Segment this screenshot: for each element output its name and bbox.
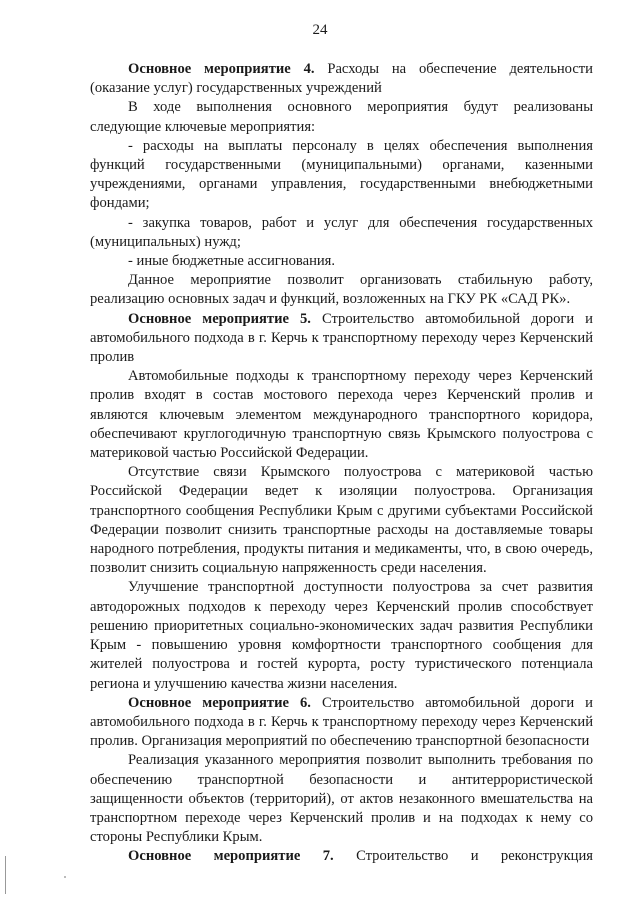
paragraph-text: Реализация указанного мероприятия позволит выполнить требования по обеспечению транспортной безопасности и антитеррористической защищенности объектов (территорий), от актов незаконного вмешательства на транспортном переходе через Керченский пролив и на подходах к нему со стороны Республики Крым. bbox=[90, 752, 593, 846]
paragraph-text: Отсутствие связи Крымского полуострова с материковой частью Российской Федерации ведет к изоляции полуострова. Организация транспортного сообщения Республики Крым с другими субъектами Российской Федерации позволит снизить транспортные расходы на доставляемые товары народного потребления, продукты питания и медикаменты, что, в свою очередь, позволит снизить социальную напряженность среди населения. bbox=[90, 464, 593, 577]
paragraph-measure-6-title bbox=[90, 694, 593, 752]
list-item bbox=[90, 252, 593, 271]
paragraph bbox=[90, 98, 593, 136]
paragraph-text: Строительство автомобильной дороги и автомобильного подхода в г. Керчь к транспортному переходу через Керченский пролив. Организация мероприятий по обеспечению транспортной безопасности bbox=[90, 694, 593, 750]
paragraph-text: В ходе выполнения основного мероприятия будут реализованы следующие ключевые мероприятия: bbox=[90, 99, 593, 135]
paragraph-text: Автомобильные подходы к транспортному переходу через Керченский пролив входят в состав мостового перехода через Керченский пролив и являются ключевым элементом международного транспортного коридора, обеспечивают круглогодичную транспортную связь Крымского полуострова с материковой частью Российской Федерации. bbox=[90, 368, 593, 462]
list-item bbox=[90, 214, 593, 252]
paragraph bbox=[90, 367, 593, 463]
paragraph bbox=[90, 463, 593, 578]
paragraph-text: - иные бюджетные ассигнования. bbox=[128, 253, 336, 270]
paragraph-text: Улучшение транспортной доступности полуострова за счет развития автодорожных подходов к переходу через Керченский пролив способствует решению приоритетных социально-экономических задач развития Республики Крым - повышению уровня комфортности транспортного сообщения для жителей полуострова и гостей курорта, росту туристического потенциала региона и улучшению качества жизни населения. bbox=[90, 579, 593, 692]
scan-margin-mark bbox=[5, 856, 6, 894]
paragraph-lead: Основное мероприятие 5. bbox=[128, 310, 311, 327]
paragraph-lead: Основное мероприятие 6. bbox=[128, 694, 311, 711]
document-body bbox=[90, 60, 593, 867]
paragraph-text: - закупка товаров, работ и услуг для обеспечения государственных (муниципальных) нужд; bbox=[90, 214, 593, 250]
paragraph bbox=[90, 751, 593, 847]
scan-dot-mark bbox=[64, 876, 66, 878]
paragraph-measure-7-title bbox=[90, 847, 593, 866]
page-number: 24 bbox=[312, 22, 328, 38]
paragraph-lead: Основное мероприятие 7. bbox=[128, 848, 334, 865]
paragraph-text: - расходы на выплаты персоналу в целях обеспечения выполнения функций государственными (муниципальными) органами, казенными учреждениями, органами управления, государственными внебюджетными фондами; bbox=[90, 137, 593, 212]
paragraph-measure-5-title bbox=[90, 310, 593, 368]
paragraph-text: Строительство автомобильной дороги и автомобильного подхода в г. Керчь к транспортному переходу через Керченский пролив bbox=[90, 310, 593, 366]
paragraph-lead: Основное мероприятие 4. bbox=[128, 61, 315, 77]
paragraph-text: Расходы на обеспечение деятельности (оказание услуг) государственных учреждений bbox=[90, 61, 593, 97]
paragraph-text: Данное мероприятие позволит организовать стабильную работу, реализацию основных задач и функций, возложенных на ГКУ РК «САД РК». bbox=[90, 272, 593, 308]
paragraph-text: Строительство и реконструкция bbox=[333, 848, 593, 865]
paragraph bbox=[90, 271, 593, 309]
list-item bbox=[90, 137, 593, 214]
paragraph-measure-4-title bbox=[90, 60, 593, 98]
paragraph bbox=[90, 578, 593, 693]
